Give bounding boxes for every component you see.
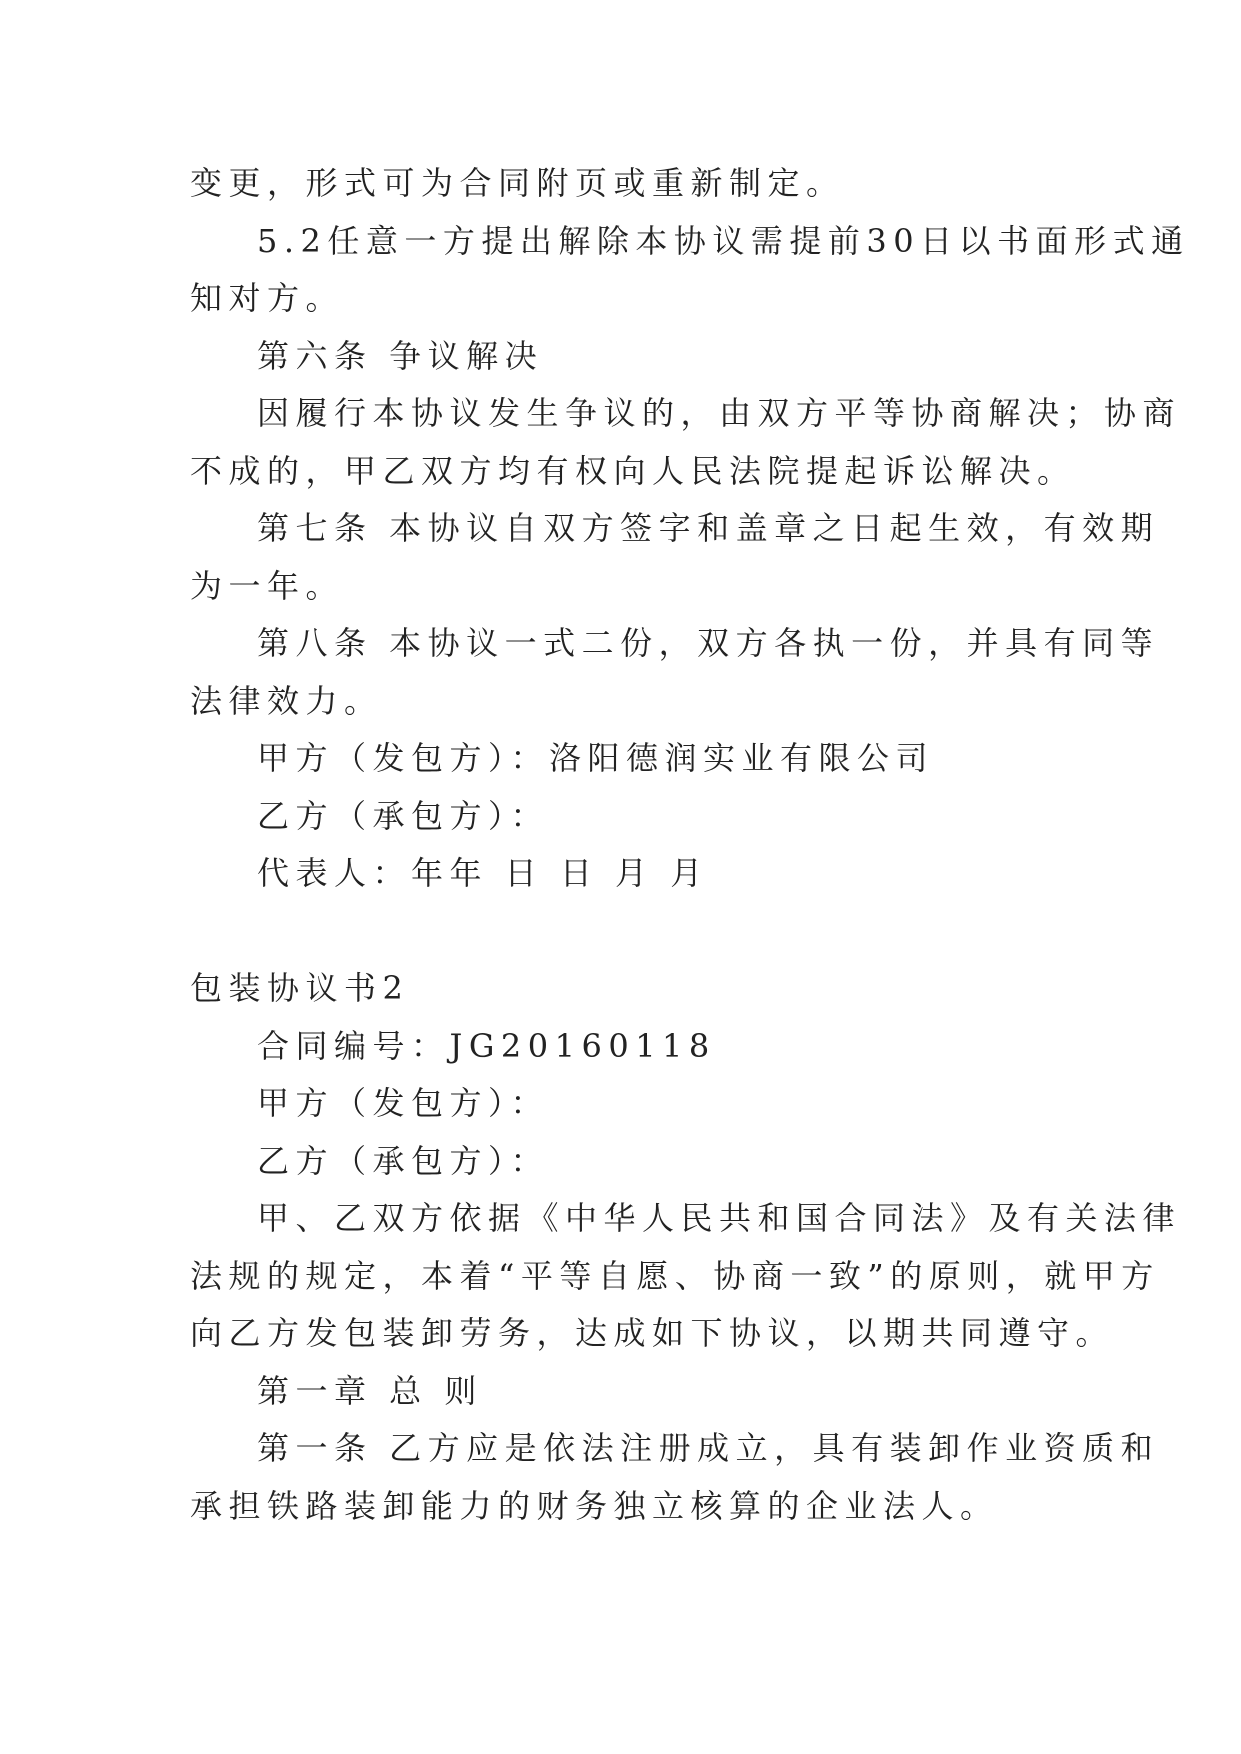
paragraph-line: 因履行本协议发生争议的，由双方平等协商解决；协商 xyxy=(257,394,1182,432)
preamble-line: 向乙方发包装卸劳务，达成如下协议，以期共同遵守。 xyxy=(190,1314,1115,1352)
article-7-line: 第七条 本协议自双方签字和盖章之日起生效，有效期 xyxy=(257,509,1160,547)
contract-number-line: 合同编号：JG20160118 xyxy=(257,1026,716,1065)
paragraph-line: 知对方。 xyxy=(190,279,345,317)
document-title: 包装协议书2 xyxy=(190,969,410,1007)
article-1-line: 第一条 乙方应是依法注册成立，具有装卸作业资质和 xyxy=(257,1429,1160,1467)
section-spacer xyxy=(190,903,1060,961)
section-agreement-2 xyxy=(190,960,1182,1535)
preamble-line: 甲、乙双方依据《中华人民共和国合同法》及有关法律 xyxy=(257,1199,1182,1237)
paragraph-line: 变更，形式可为合同附页或重新制定。 xyxy=(190,164,845,202)
paragraph-line: 承担铁路装卸能力的财务独立核算的企业法人。 xyxy=(190,1486,999,1525)
paragraph-line: 为一年。 xyxy=(190,566,345,605)
preamble-line: 法规的规定，本着“平等自愿、协商一致”的原则，就甲方 xyxy=(190,1256,1160,1295)
article-6-heading: 第六条 争议解决 xyxy=(257,336,544,375)
article-8-line: 第八条 本协议一式二份，双方各执一份，并具有同等 xyxy=(257,624,1160,662)
clause-5-2-line: 5.2任意一方提出解除本协议需提前30日以书面形式通 xyxy=(257,221,1190,260)
party-b-signature-line: 乙方（承包方）： xyxy=(257,796,550,835)
document-body xyxy=(190,155,1190,1535)
paragraph-line: 法律效力。 xyxy=(190,681,383,720)
party-b-line: 乙方（承包方）： xyxy=(257,1141,550,1180)
paragraph-line: 不成的，甲乙双方均有权向人民法院提起诉讼解决。 xyxy=(190,451,1076,490)
party-a-line: 甲方（发包方）： xyxy=(257,1084,550,1122)
section-agreement-end xyxy=(190,155,1190,903)
party-a-signature-line: 甲方（发包方）：洛阳德润实业有限公司 xyxy=(257,739,935,777)
chapter-1-heading: 第一章 总 则 xyxy=(257,1371,483,1410)
representative-date-line: 代表人：年年 日 日 月 月 xyxy=(257,854,709,892)
